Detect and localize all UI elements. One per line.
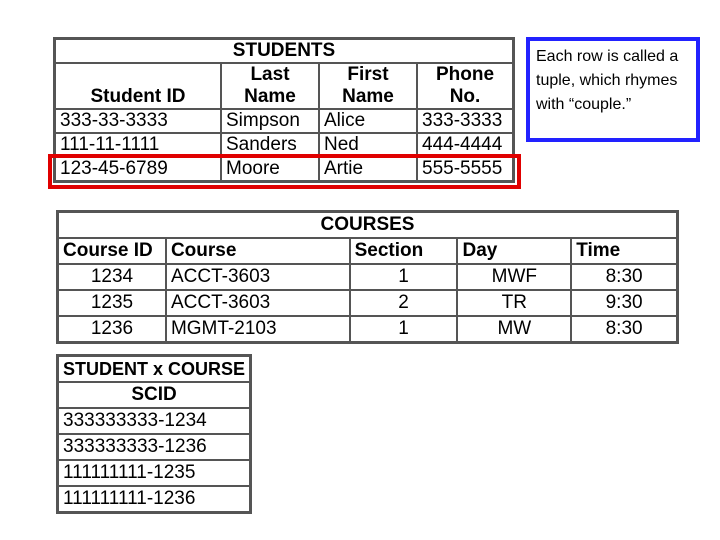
header-line: Phone bbox=[435, 64, 495, 85]
scid-cell: 333333333-1236 bbox=[58, 434, 251, 460]
table-row bbox=[58, 486, 251, 513]
header-line: First bbox=[347, 64, 389, 85]
tuple-callout bbox=[526, 37, 700, 142]
student-course-title: STUDENT x COURSE bbox=[58, 356, 251, 383]
students-title: STUDENTS bbox=[55, 39, 514, 64]
phone-cell: 555-5555 bbox=[417, 157, 514, 182]
last-name-cell: Simpson bbox=[221, 109, 319, 133]
first-name-cell: Artie bbox=[319, 157, 417, 182]
header-line: Student ID bbox=[90, 86, 186, 107]
phone-cell: 444-4444 bbox=[417, 133, 514, 157]
students-header-last-name bbox=[221, 63, 319, 109]
courses-header-day: Day bbox=[457, 238, 571, 264]
table-row bbox=[58, 290, 678, 316]
time-cell: 8:30 bbox=[571, 264, 677, 290]
student-course-table bbox=[56, 354, 252, 514]
table-row bbox=[58, 408, 251, 434]
course-cell: ACCT-3603 bbox=[166, 290, 350, 316]
course-id-cell: 1235 bbox=[58, 290, 166, 316]
student-id-cell: 123-45-6789 bbox=[55, 157, 222, 182]
tuple-highlight-box bbox=[48, 154, 521, 189]
first-name-cell: Alice bbox=[319, 109, 417, 133]
course-id-cell: 1236 bbox=[58, 316, 166, 343]
students-header-phone bbox=[417, 63, 514, 109]
students-header-student-id bbox=[55, 63, 222, 109]
scid-cell: 111111111-1236 bbox=[58, 486, 251, 513]
section-cell: 1 bbox=[350, 264, 458, 290]
student-id-cell: 333-33-3333 bbox=[55, 109, 222, 133]
courses-header-time: Time bbox=[571, 238, 677, 264]
section-cell: 1 bbox=[350, 316, 458, 343]
first-name-cell: Ned bbox=[319, 133, 417, 157]
courses-header-course: Course bbox=[166, 238, 350, 264]
day-cell: MWF bbox=[457, 264, 571, 290]
student-id-cell: 111-11-1111 bbox=[55, 133, 222, 157]
time-cell: 8:30 bbox=[571, 316, 677, 343]
table-row bbox=[58, 434, 251, 460]
course-cell: ACCT-3603 bbox=[166, 264, 350, 290]
header-line: No. bbox=[449, 86, 481, 107]
courses-header-course-id: Course ID bbox=[58, 238, 166, 264]
callout-text: Each row is called a tuple, which rhymes with “couple.” bbox=[536, 48, 679, 113]
day-cell: MW bbox=[457, 316, 571, 343]
time-cell: 9:30 bbox=[571, 290, 677, 316]
last-name-cell: Sanders bbox=[221, 133, 319, 157]
scid-header: SCID bbox=[58, 382, 251, 408]
courses-header-row bbox=[58, 238, 678, 264]
course-id-cell: 1234 bbox=[58, 264, 166, 290]
scid-cell: 333333333-1234 bbox=[58, 408, 251, 434]
last-name-cell: Moore bbox=[221, 157, 319, 182]
students-header-row bbox=[55, 63, 514, 109]
phone-cell: 333-3333 bbox=[417, 109, 514, 133]
courses-table bbox=[56, 210, 679, 344]
header-line bbox=[60, 64, 216, 86]
course-cell: MGMT-2103 bbox=[166, 316, 350, 343]
table-row bbox=[58, 264, 678, 290]
courses-title: COURSES bbox=[58, 212, 678, 239]
day-cell: TR bbox=[457, 290, 571, 316]
section-cell: 2 bbox=[350, 290, 458, 316]
students-header-first-name bbox=[319, 63, 417, 109]
header-line: Name bbox=[342, 86, 394, 107]
table-row bbox=[58, 460, 251, 486]
header-line: Name bbox=[244, 86, 296, 107]
header-line: Last bbox=[250, 64, 290, 85]
scid-cell: 111111111-1235 bbox=[58, 460, 251, 486]
table-row bbox=[58, 316, 678, 343]
table-row bbox=[55, 109, 514, 133]
courses-header-section: Section bbox=[350, 238, 458, 264]
